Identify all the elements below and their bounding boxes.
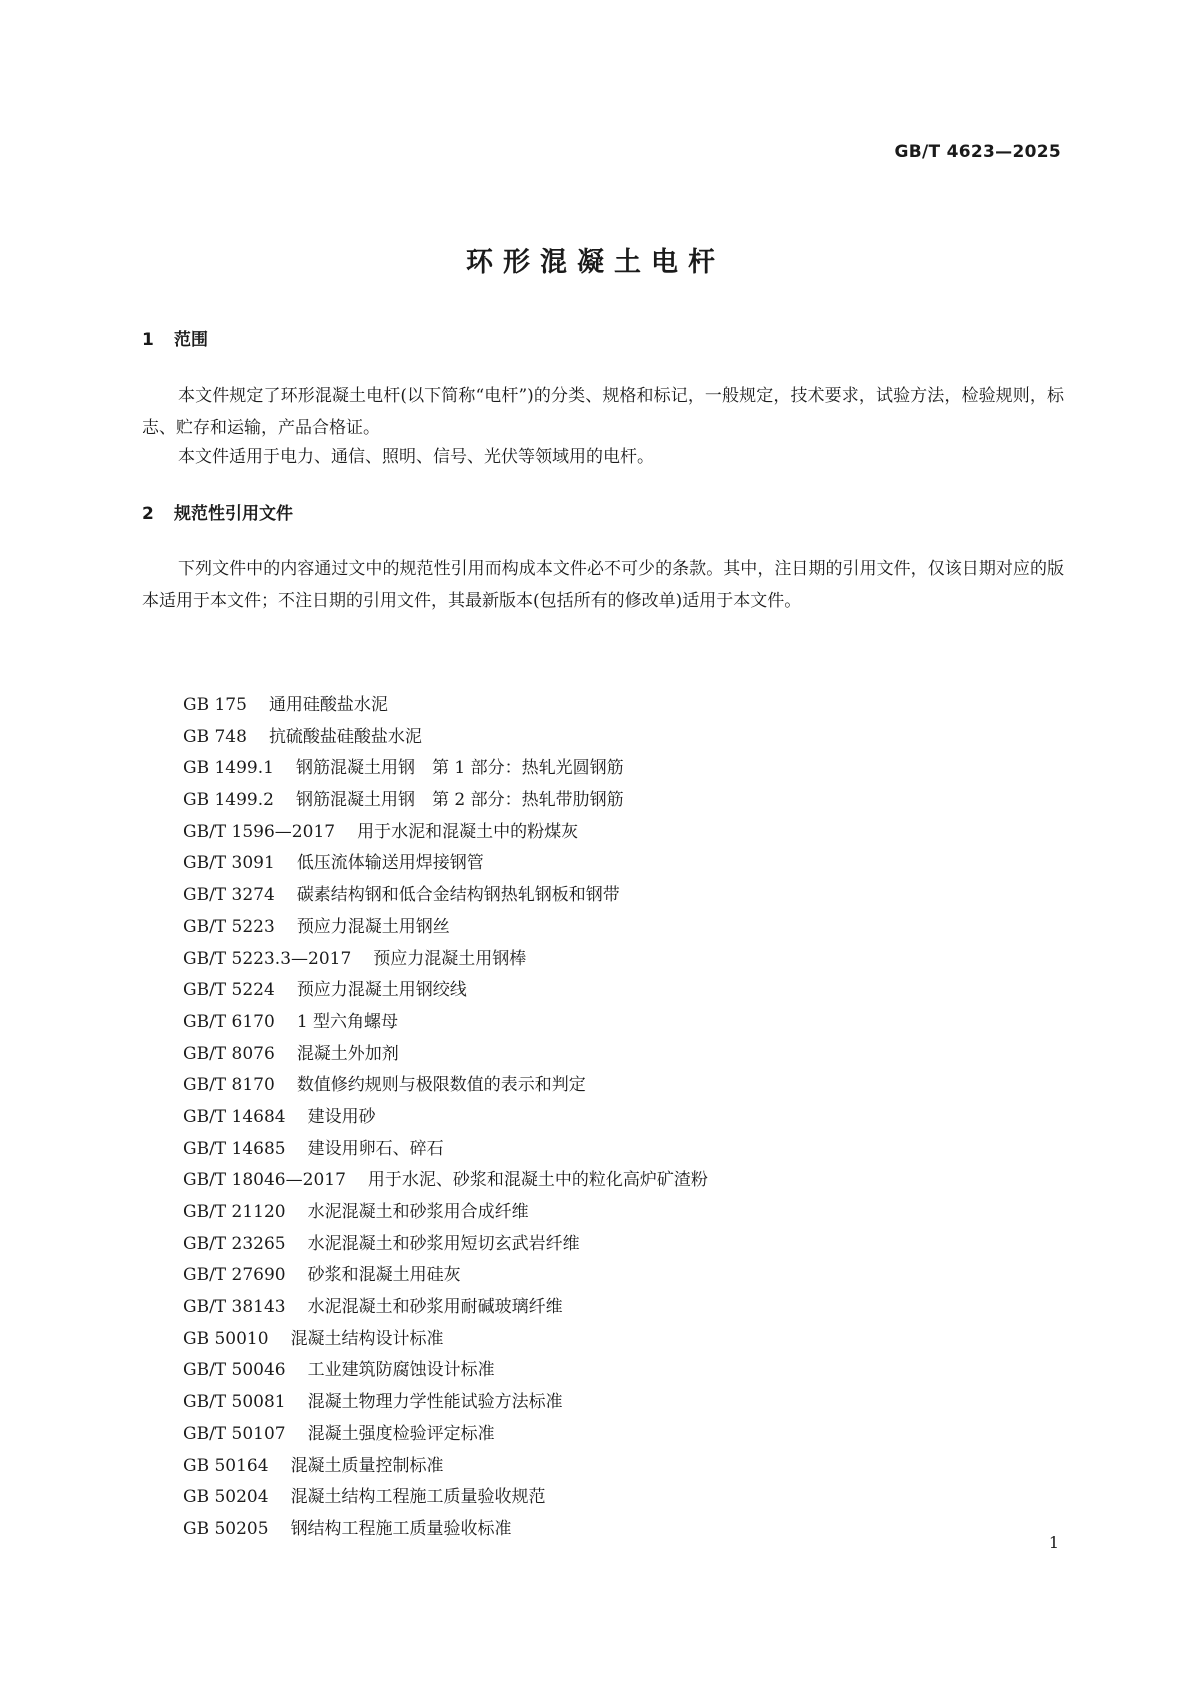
reference-code: GB/T 18046—2017 (183, 1170, 346, 1191)
reference-code: GB/T 5223 (183, 916, 275, 937)
section-2-paragraph-1: 下列文件中的内容通过文中的规范性引用而构成本文件必不可少的条款。其中，注日期的引用文件，仅该日期对应的版本适用于本文件；不注日期的引用文件，其最新版本(包括所有的修改单)适用于本文件。 (142, 559, 1064, 611)
reference-title: 砂浆和混凝土用硅灰 (307, 1265, 461, 1286)
reference-code: GB/T 6170 (183, 1011, 275, 1032)
reference-item (183, 1165, 708, 1197)
reference-title: 水泥混凝土和砂浆用合成纤维 (307, 1202, 529, 1222)
reference-title: 通用硅酸盐水泥 (268, 695, 388, 715)
reference-item (183, 944, 708, 976)
section-2-number: 2 (142, 504, 154, 524)
reference-title: 钢筋混凝土用钢 第 2 部分：热轧带肋钢筋 (295, 790, 624, 811)
reference-item (183, 1070, 708, 1102)
reference-title: 钢筋混凝土用钢 第 1 部分：热轧光圆钢筋 (295, 758, 624, 779)
reference-title: 用于水泥、砂浆和混凝土中的粒化高炉矿渣粉 (367, 1170, 708, 1191)
section-2-heading (142, 499, 293, 524)
section-1-paragraph-2: 本文件适用于电力、通信、照明、信号、光伏等领域用的电杆。 (178, 447, 654, 467)
reference-code: GB/T 50046 (183, 1360, 286, 1381)
reference-code: GB/T 8076 (183, 1043, 275, 1064)
reference-title: 混凝土物理力学性能试验方法标准 (307, 1392, 563, 1413)
reference-item (183, 1355, 708, 1387)
reference-code: GB 50204 (183, 1487, 269, 1508)
reference-item (183, 1419, 708, 1451)
reference-code: GB 50010 (183, 1328, 269, 1349)
reference-item (183, 880, 708, 912)
reference-item (183, 690, 708, 722)
reference-title: 混凝土外加剂 (296, 1043, 399, 1064)
reference-title: 预应力混凝土用钢丝 (296, 916, 450, 937)
section-1-paragraph-1: 本文件规定了环形混凝土电杆(以下简称“电杆”)的分类、规格和标记，一般规定，技术要求，试验方法，检验规则，标志、贮存和运输，产品合格证。 (142, 386, 1064, 438)
reference-code: GB 50205 (183, 1518, 269, 1539)
reference-code: GB/T 3274 (183, 885, 275, 906)
reference-title: 用于水泥和混凝土中的粉煤灰 (357, 821, 579, 842)
standard-code: GB/T 4623—2025 (894, 142, 1061, 162)
section-1-title: 范围 (174, 330, 208, 350)
reference-item (183, 848, 708, 880)
reference-code: GB 175 (183, 695, 247, 715)
reference-item (183, 1482, 708, 1514)
section-2-title: 规范性引用文件 (174, 504, 293, 524)
reference-code: GB/T 5224 (183, 980, 275, 1001)
reference-title: 混凝土结构工程施工质量验收规范 (290, 1487, 546, 1508)
reference-item (183, 1197, 708, 1229)
reference-title: 工业建筑防腐蚀设计标准 (307, 1360, 495, 1381)
reference-item (183, 1324, 708, 1356)
reference-code: GB/T 1596—2017 (183, 821, 336, 842)
reference-code: GB/T 14684 (183, 1106, 286, 1127)
reference-code: GB 1499.1 (183, 758, 274, 779)
reference-item (183, 912, 708, 944)
reference-title: 建设用卵石、碎石 (307, 1138, 444, 1159)
reference-item (183, 1292, 708, 1324)
reference-code: GB 748 (183, 726, 247, 747)
reference-title: 混凝土质量控制标准 (290, 1455, 444, 1476)
reference-title: 碳素结构钢和低合金结构钢热轧钢板和钢带 (296, 885, 620, 906)
reference-code: GB 1499.2 (183, 790, 274, 811)
reference-code: GB/T 3091 (183, 853, 275, 874)
reference-title: 数值修约规则与极限数值的表示和判定 (296, 1075, 586, 1096)
normative-reference-list (183, 690, 708, 1546)
reference-code: GB/T 14685 (183, 1138, 286, 1159)
reference-item (183, 975, 708, 1007)
reference-code: GB/T 38143 (183, 1297, 286, 1318)
document-title: 环形混凝土电杆 (466, 247, 725, 278)
reference-code: GB/T 5223.3—2017 (183, 948, 352, 969)
reference-item (183, 1102, 708, 1134)
section-1-number: 1 (142, 330, 154, 350)
reference-item (183, 1039, 708, 1071)
reference-item (183, 1514, 708, 1546)
reference-title: 1 型六角螺母 (296, 1011, 399, 1032)
reference-code: GB/T 50107 (183, 1423, 286, 1444)
reference-title: 预应力混凝土用钢棒 (373, 948, 527, 969)
reference-item (183, 1451, 708, 1483)
reference-code: GB 50164 (183, 1455, 269, 1476)
reference-item (183, 785, 708, 817)
reference-title: 水泥混凝土和砂浆用短切玄武岩纤维 (307, 1233, 580, 1254)
reference-title: 抗硫酸盐硅酸盐水泥 (268, 726, 422, 747)
page-number: 1 (1048, 1533, 1059, 1552)
reference-item (183, 753, 708, 785)
reference-item (183, 1134, 708, 1166)
reference-item (183, 1007, 708, 1039)
reference-title: 预应力混凝土用钢绞线 (296, 980, 467, 1001)
section-1-heading (142, 325, 208, 350)
reference-code: GB/T 27690 (183, 1265, 286, 1286)
reference-title: 钢结构工程施工质量验收标准 (290, 1518, 512, 1539)
reference-code: GB/T 23265 (183, 1233, 286, 1254)
reference-code: GB/T 50081 (183, 1392, 286, 1413)
reference-item (183, 1229, 708, 1261)
reference-title: 建设用砂 (307, 1106, 376, 1127)
reference-title: 低压流体输送用焊接钢管 (296, 853, 484, 874)
reference-item (183, 722, 708, 754)
reference-item (183, 817, 708, 849)
reference-title: 混凝土结构设计标准 (290, 1328, 444, 1349)
reference-title: 混凝土强度检验评定标准 (307, 1423, 495, 1444)
reference-item (183, 1387, 708, 1419)
reference-title: 水泥混凝土和砂浆用耐碱玻璃纤维 (307, 1297, 563, 1318)
reference-code: GB/T 21120 (183, 1202, 286, 1222)
reference-item (183, 1260, 708, 1292)
reference-code: GB/T 8170 (183, 1075, 275, 1096)
